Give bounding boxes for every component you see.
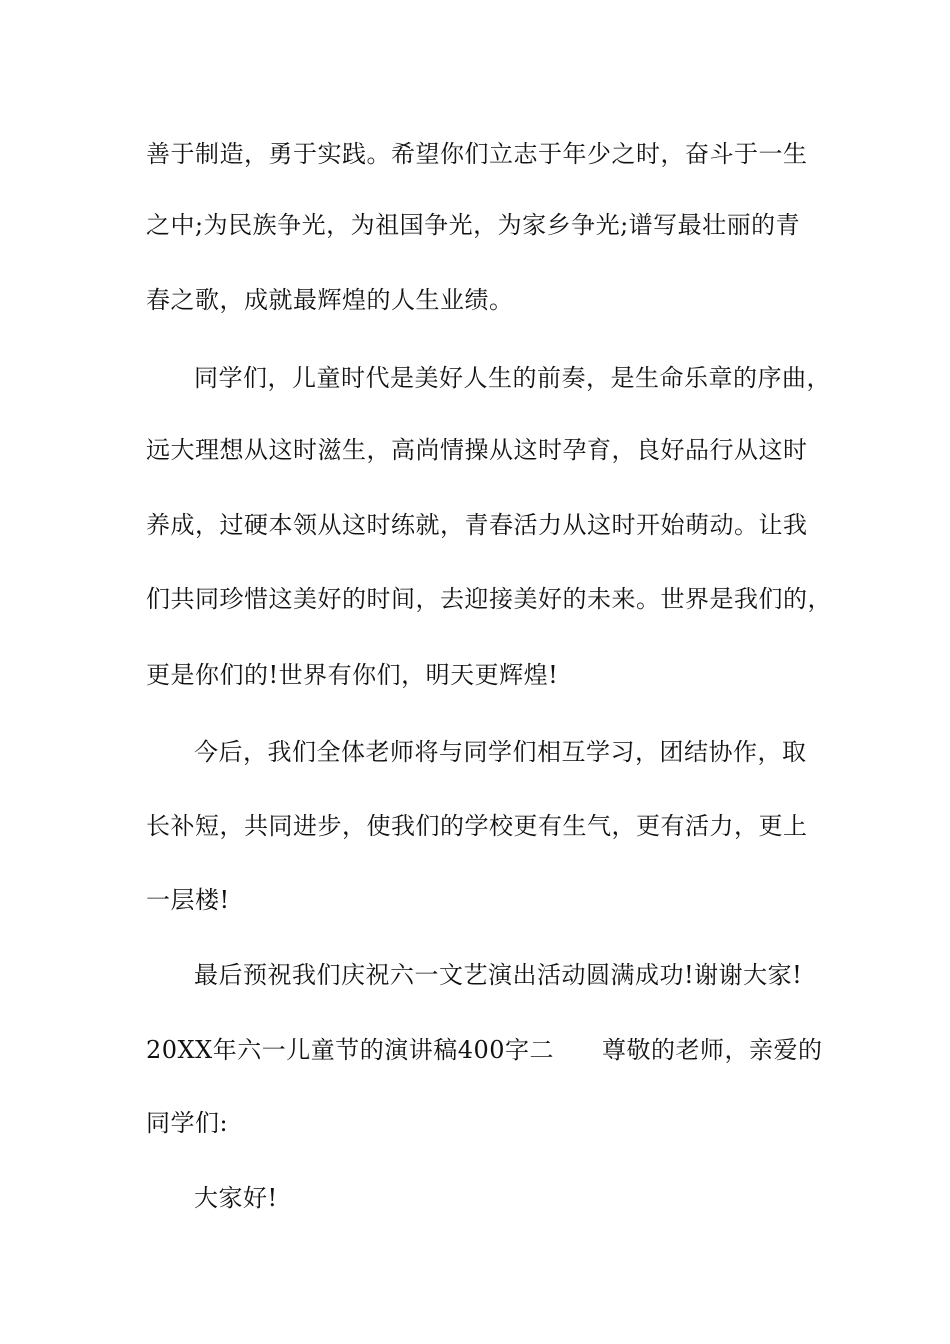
- section-heading-line: [146, 1035, 826, 1065]
- paragraph-line: 养成，过硬本领从这时练就，青春活力从这时开始萌动。让我: [146, 511, 808, 539]
- paragraph-line: 大家好!: [194, 1184, 278, 1212]
- paragraph-line: 善于制造，勇于实践。希望你们立志于年少之时，奋斗于一生: [146, 140, 808, 168]
- section-heading: 20XX年六一儿童节的演讲稿400字二: [146, 1036, 555, 1064]
- paragraph-line: 更是你们的!世界有你们，明天更辉煌!: [146, 661, 559, 689]
- paragraph-line: 一层楼!: [146, 886, 230, 914]
- paragraph-line: 最后预祝我们庆祝六一文艺演出活动圆满成功!谢谢大家!: [194, 961, 803, 989]
- paragraph-line: 远大理想从这时滋生，高尚情操从这时孕育，良好品行从这时: [146, 436, 808, 464]
- salutation: 尊敬的老师，亲爱的: [602, 1036, 823, 1064]
- paragraph-line: 同学们:: [146, 1109, 229, 1137]
- paragraph-line: 今后，我们全体老师将与同学们相互学习，团结协作，取: [194, 738, 807, 766]
- paragraph-line: 长补短，共同进步，使我们的学校更有生气，更有活力，更上: [146, 812, 808, 840]
- paragraph-line: 们共同珍惜这美好的时间，去迎接美好的未来。世界是我们的，: [146, 585, 832, 613]
- paragraph-line: 之中;为民族争光，为祖国争光，为家乡争光;谱写最壮丽的青: [146, 211, 801, 239]
- paragraph-line: 春之歌，成就最辉煌的人生业绩。: [146, 286, 514, 314]
- paragraph-line: 同学们，儿童时代是美好人生的前奏，是生命乐章的序曲，: [194, 364, 831, 392]
